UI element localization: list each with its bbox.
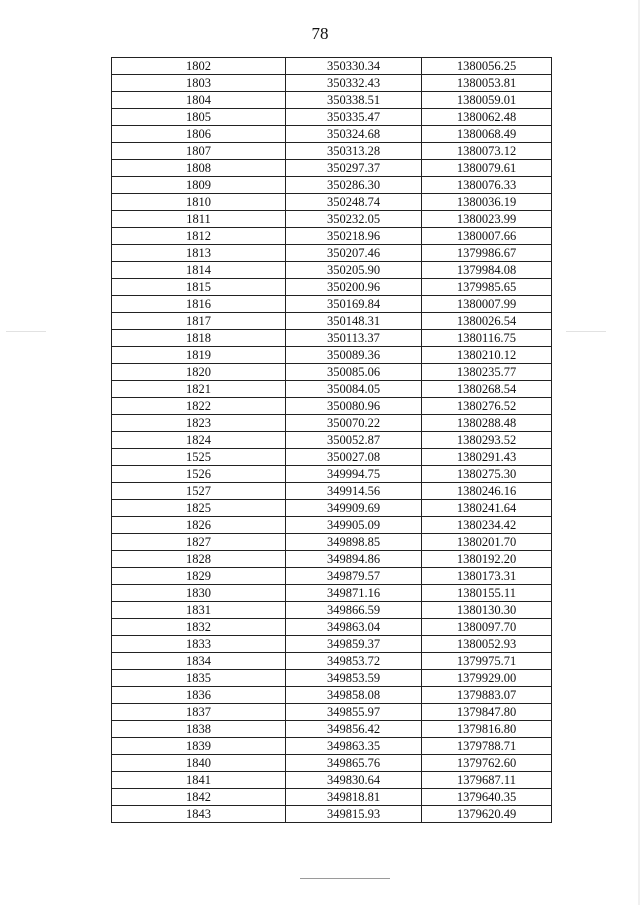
table-row: [112, 449, 552, 466]
y-coordinate-cell: 1380291.43: [422, 449, 552, 466]
y-coordinate-cell: 1380246.16: [422, 483, 552, 500]
x-coordinate-cell: 349815.93: [286, 806, 422, 823]
x-coordinate-cell: 350070.22: [286, 415, 422, 432]
table-row: [112, 670, 552, 687]
x-coordinate-cell: 350200.96: [286, 279, 422, 296]
x-coordinate-cell: 350248.74: [286, 194, 422, 211]
point-number-cell: 1810: [112, 194, 286, 211]
y-coordinate-cell: 1380007.99: [422, 296, 552, 313]
y-coordinate-cell: 1379929.00: [422, 670, 552, 687]
point-number-cell: 1802: [112, 58, 286, 75]
x-coordinate-cell: 350027.08: [286, 449, 422, 466]
scan-artifact-left: [6, 331, 46, 332]
y-coordinate-cell: 1379847.80: [422, 704, 552, 721]
y-coordinate-cell: 1379883.07: [422, 687, 552, 704]
x-coordinate-cell: 350286.30: [286, 177, 422, 194]
y-coordinate-cell: 1379788.71: [422, 738, 552, 755]
point-number-cell: 1809: [112, 177, 286, 194]
point-number-cell: 1804: [112, 92, 286, 109]
table-row: [112, 517, 552, 534]
table-row: [112, 279, 552, 296]
x-coordinate-cell: 349818.81: [286, 789, 422, 806]
point-number-cell: 1830: [112, 585, 286, 602]
x-coordinate-cell: 349830.64: [286, 772, 422, 789]
x-coordinate-cell: 349894.86: [286, 551, 422, 568]
y-coordinate-cell: 1380268.54: [422, 381, 552, 398]
x-coordinate-cell: 349859.37: [286, 636, 422, 653]
point-number-cell: 1818: [112, 330, 286, 347]
table-row: [112, 228, 552, 245]
y-coordinate-cell: 1380192.20: [422, 551, 552, 568]
table-row: [112, 806, 552, 823]
point-number-cell: 1842: [112, 789, 286, 806]
point-number-cell: 1824: [112, 432, 286, 449]
y-coordinate-cell: 1380097.70: [422, 619, 552, 636]
point-number-cell: 1839: [112, 738, 286, 755]
point-number-cell: 1526: [112, 466, 286, 483]
point-number-cell: 1828: [112, 551, 286, 568]
point-number-cell: 1834: [112, 653, 286, 670]
y-coordinate-cell: 1379640.35: [422, 789, 552, 806]
point-number-cell: 1829: [112, 568, 286, 585]
y-coordinate-cell: 1379762.60: [422, 755, 552, 772]
table-row: [112, 483, 552, 500]
x-coordinate-cell: 350085.06: [286, 364, 422, 381]
y-coordinate-cell: 1380201.70: [422, 534, 552, 551]
table-row: [112, 619, 552, 636]
table-row: [112, 500, 552, 517]
point-number-cell: 1831: [112, 602, 286, 619]
x-coordinate-cell: 349858.08: [286, 687, 422, 704]
table-row: [112, 755, 552, 772]
table-row: [112, 347, 552, 364]
point-number-cell: 1811: [112, 211, 286, 228]
x-coordinate-cell: 349865.76: [286, 755, 422, 772]
table-row: [112, 568, 552, 585]
point-number-cell: 1838: [112, 721, 286, 738]
table-row: [112, 381, 552, 398]
x-coordinate-cell: 350218.96: [286, 228, 422, 245]
x-coordinate-cell: 350297.37: [286, 160, 422, 177]
x-coordinate-cell: 349853.72: [286, 653, 422, 670]
y-coordinate-cell: 1380275.30: [422, 466, 552, 483]
point-number-cell: 1837: [112, 704, 286, 721]
y-coordinate-cell: 1379687.11: [422, 772, 552, 789]
table-row: [112, 160, 552, 177]
table-row: [112, 109, 552, 126]
table-row: [112, 466, 552, 483]
point-number-cell: 1813: [112, 245, 286, 262]
x-coordinate-cell: 350232.05: [286, 211, 422, 228]
table-row: [112, 194, 552, 211]
x-coordinate-cell: 350084.05: [286, 381, 422, 398]
point-number-cell: 1812: [112, 228, 286, 245]
x-coordinate-cell: 350205.90: [286, 262, 422, 279]
y-coordinate-cell: 1380026.54: [422, 313, 552, 330]
point-number-cell: 1825: [112, 500, 286, 517]
y-coordinate-cell: 1380276.52: [422, 398, 552, 415]
y-coordinate-cell: 1379985.65: [422, 279, 552, 296]
y-coordinate-cell: 1380210.12: [422, 347, 552, 364]
x-coordinate-cell: 349863.35: [286, 738, 422, 755]
y-coordinate-cell: 1380052.93: [422, 636, 552, 653]
point-number-cell: 1814: [112, 262, 286, 279]
x-coordinate-cell: 350332.43: [286, 75, 422, 92]
x-coordinate-cell: 350335.47: [286, 109, 422, 126]
x-coordinate-cell: 349914.56: [286, 483, 422, 500]
point-number-cell: 1820: [112, 364, 286, 381]
point-number-cell: 1836: [112, 687, 286, 704]
point-number-cell: 1840: [112, 755, 286, 772]
y-coordinate-cell: 1379986.67: [422, 245, 552, 262]
point-number-cell: 1806: [112, 126, 286, 143]
y-coordinate-cell: 1380293.52: [422, 432, 552, 449]
y-coordinate-cell: 1380059.01: [422, 92, 552, 109]
point-number-cell: 1822: [112, 398, 286, 415]
table-row: [112, 772, 552, 789]
table-row: [112, 92, 552, 109]
table-row: [112, 245, 552, 262]
point-number-cell: 1819: [112, 347, 286, 364]
coordinates-table: [111, 57, 552, 823]
x-coordinate-cell: 350089.36: [286, 347, 422, 364]
y-coordinate-cell: 1380062.48: [422, 109, 552, 126]
x-coordinate-cell: 349898.85: [286, 534, 422, 551]
scan-artifact-bottom: [300, 878, 390, 879]
table-row: [112, 330, 552, 347]
table-row: [112, 75, 552, 92]
table-row: [112, 364, 552, 381]
y-coordinate-cell: 1379975.71: [422, 653, 552, 670]
x-coordinate-cell: 350324.68: [286, 126, 422, 143]
y-coordinate-cell: 1380053.81: [422, 75, 552, 92]
x-coordinate-cell: 350148.31: [286, 313, 422, 330]
y-coordinate-cell: 1380056.25: [422, 58, 552, 75]
point-number-cell: 1843: [112, 806, 286, 823]
y-coordinate-cell: 1380130.30: [422, 602, 552, 619]
x-coordinate-cell: 349863.04: [286, 619, 422, 636]
table-row: [112, 721, 552, 738]
y-coordinate-cell: 1380155.11: [422, 585, 552, 602]
y-coordinate-cell: 1380076.33: [422, 177, 552, 194]
x-coordinate-cell: 350313.28: [286, 143, 422, 160]
table-row: [112, 602, 552, 619]
y-coordinate-cell: 1379816.80: [422, 721, 552, 738]
x-coordinate-cell: 350052.87: [286, 432, 422, 449]
point-number-cell: 1827: [112, 534, 286, 551]
scan-artifact-right: [566, 331, 606, 332]
table-row: [112, 211, 552, 228]
table-row: [112, 738, 552, 755]
page-number: 78: [311, 24, 329, 43]
table-row: [112, 296, 552, 313]
table-row: [112, 432, 552, 449]
y-coordinate-cell: 1379620.49: [422, 806, 552, 823]
x-coordinate-cell: 350080.96: [286, 398, 422, 415]
y-coordinate-cell: 1380073.12: [422, 143, 552, 160]
y-coordinate-cell: 1380068.49: [422, 126, 552, 143]
point-number-cell: 1815: [112, 279, 286, 296]
point-number-cell: 1803: [112, 75, 286, 92]
table-row: [112, 704, 552, 721]
y-coordinate-cell: 1380007.66: [422, 228, 552, 245]
table-row: [112, 636, 552, 653]
x-coordinate-cell: 350113.37: [286, 330, 422, 347]
table-row: [112, 534, 552, 551]
x-coordinate-cell: 349853.59: [286, 670, 422, 687]
point-number-cell: 1835: [112, 670, 286, 687]
table-row: [112, 653, 552, 670]
x-coordinate-cell: 349866.59: [286, 602, 422, 619]
x-coordinate-cell: 350169.84: [286, 296, 422, 313]
y-coordinate-cell: 1380288.48: [422, 415, 552, 432]
x-coordinate-cell: 349909.69: [286, 500, 422, 517]
x-coordinate-cell: 349856.42: [286, 721, 422, 738]
table-row: [112, 143, 552, 160]
y-coordinate-cell: 1380173.31: [422, 568, 552, 585]
point-number-cell: 1527: [112, 483, 286, 500]
table-row: [112, 398, 552, 415]
table-row: [112, 551, 552, 568]
point-number-cell: 1841: [112, 772, 286, 789]
table-row: [112, 177, 552, 194]
coordinates-table-body: [112, 58, 552, 823]
y-coordinate-cell: 1379984.08: [422, 262, 552, 279]
x-coordinate-cell: 349994.75: [286, 466, 422, 483]
y-coordinate-cell: 1380023.99: [422, 211, 552, 228]
x-coordinate-cell: 350338.51: [286, 92, 422, 109]
table-row: [112, 415, 552, 432]
y-coordinate-cell: 1380116.75: [422, 330, 552, 347]
point-number-cell: 1816: [112, 296, 286, 313]
point-number-cell: 1805: [112, 109, 286, 126]
point-number-cell: 1808: [112, 160, 286, 177]
table-row: [112, 58, 552, 75]
y-coordinate-cell: 1380235.77: [422, 364, 552, 381]
point-number-cell: 1833: [112, 636, 286, 653]
table-row: [112, 687, 552, 704]
y-coordinate-cell: 1380036.19: [422, 194, 552, 211]
x-coordinate-cell: 349855.97: [286, 704, 422, 721]
point-number-cell: 1807: [112, 143, 286, 160]
x-coordinate-cell: 350330.34: [286, 58, 422, 75]
point-number-cell: 1525: [112, 449, 286, 466]
y-coordinate-cell: 1380234.42: [422, 517, 552, 534]
x-coordinate-cell: 349879.57: [286, 568, 422, 585]
y-coordinate-cell: 1380079.61: [422, 160, 552, 177]
table-row: [112, 585, 552, 602]
x-coordinate-cell: 349871.16: [286, 585, 422, 602]
point-number-cell: 1826: [112, 517, 286, 534]
point-number-cell: 1823: [112, 415, 286, 432]
y-coordinate-cell: 1380241.64: [422, 500, 552, 517]
table-row: [112, 789, 552, 806]
point-number-cell: 1817: [112, 313, 286, 330]
table-row: [112, 262, 552, 279]
point-number-cell: 1832: [112, 619, 286, 636]
x-coordinate-cell: 350207.46: [286, 245, 422, 262]
point-number-cell: 1821: [112, 381, 286, 398]
table-row: [112, 313, 552, 330]
x-coordinate-cell: 349905.09: [286, 517, 422, 534]
table-row: [112, 126, 552, 143]
